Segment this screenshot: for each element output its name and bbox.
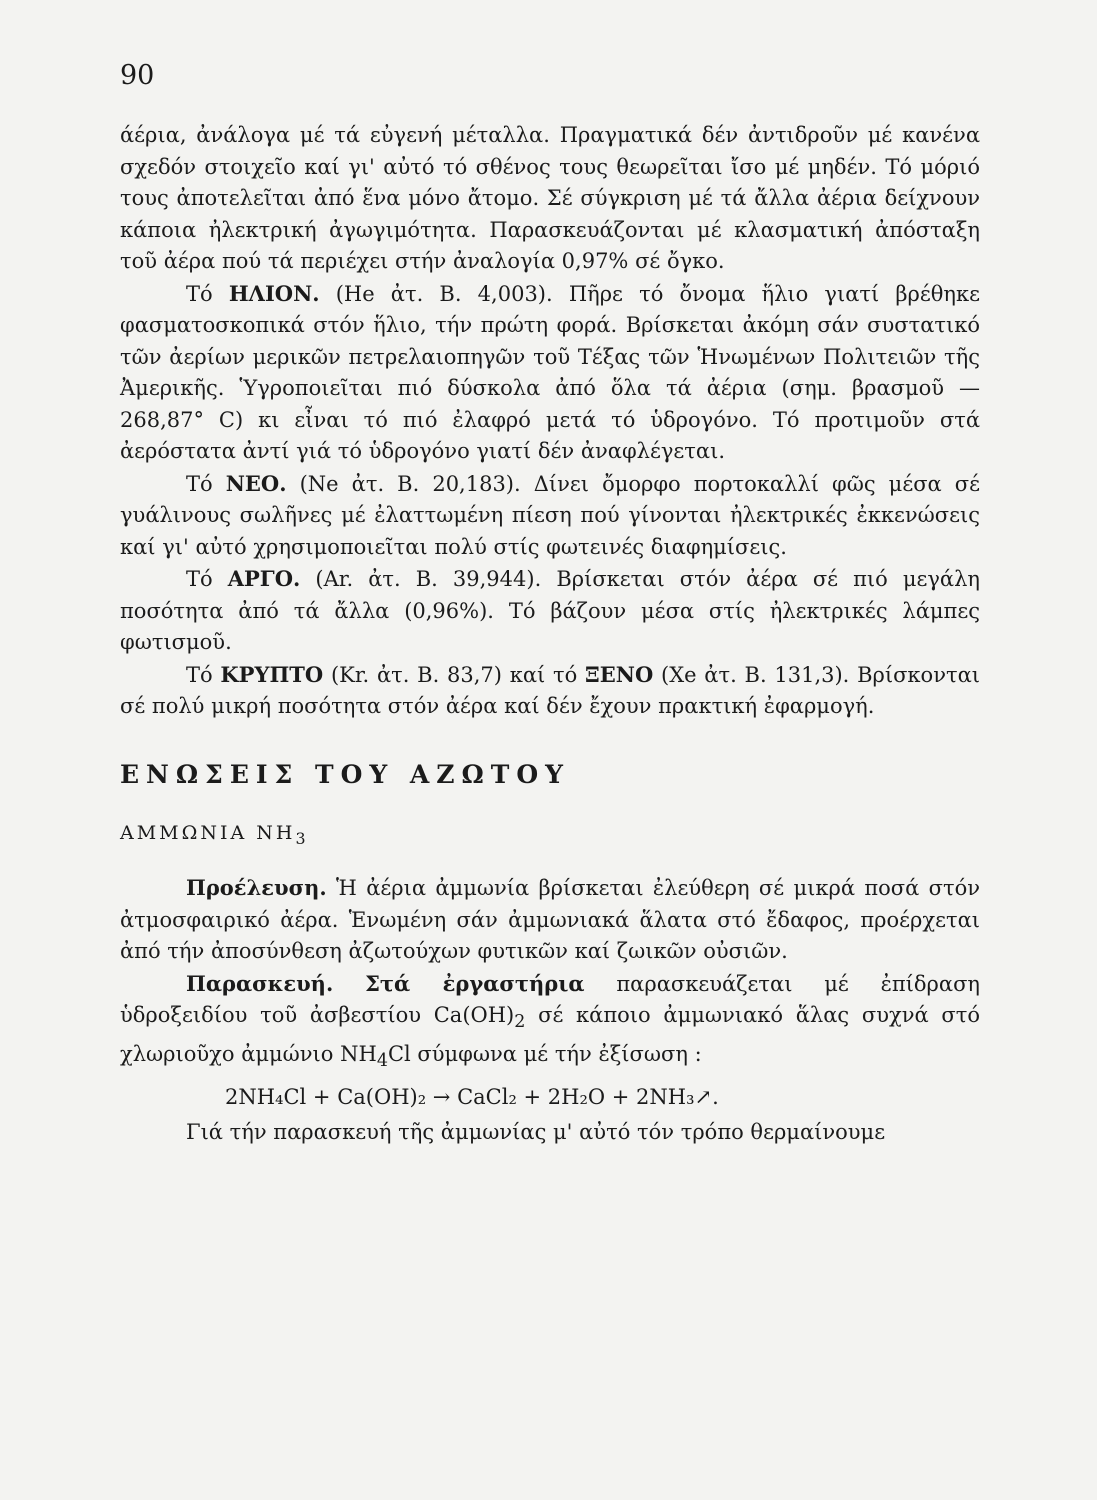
neon-text: (Ne ἀτ. B. 20,183). Δίνει ὄμορφο πορτοκαλλί φῶς μέσα σέ γυάλινους σωλῆνες μέ ἐλαττωμένη πίεση πού γίνονται ἠλεκτρικές ἐκκενώσεις καί γι' αὐτό χρησιμοποιεῖται πολύ στίς φωτεινές διαφημίσεις. <box>120 471 980 559</box>
krypton-middle: (Kr. ἀτ. B. 83,7) καί τό <box>323 662 585 687</box>
argon-paragraph <box>120 563 980 659</box>
neon-name: ΝΕΟ. <box>225 470 287 496</box>
last-line: Γιά τήν παρασκευή τῆς ἀμμωνίας μ' αὐτό τόν τρόπο θερμαίνουμε <box>186 1120 886 1145</box>
argon-name: ΑΡΓΟ. <box>227 566 301 591</box>
subtitle-word: ΑΜΜΩΝΙΑ <box>120 822 248 844</box>
section-subtitle <box>120 818 980 854</box>
xenon-name: ΞΕΝΟ <box>584 661 654 687</box>
preparation-lab-label: Στά ἐργαστήρια <box>365 970 585 996</box>
helium-prefix: Τό <box>186 281 213 306</box>
preparation-text-a: παρασκευάζεται μέ ἐπίδραση ὑδροξειδίου τοῦ ἀσβεστίου Ca(OH) <box>120 971 980 1028</box>
page-number: 90 <box>120 60 155 91</box>
preparation-text-b: σέ κάποιο ἀμμωνιακό ἅλας συχνά στό χλωριοῦχο ἀμμώνιο NH <box>120 1003 980 1066</box>
krypton-name: ΚΡΥΠΤΟ <box>220 661 324 687</box>
krypton-text: (Xe ἀτ. B. 131,3). Βρίσκονται σέ πολύ μικρή ποσότητα στόν ἀέρα καί δέν ἔχουν πρακτική ἐφαρμογή. <box>120 662 980 718</box>
neon-prefix: Τό <box>186 471 213 496</box>
helium-text: (He ἀτ. B. 4,003). Πῆρε τό ὄνομα ἥλιο γιατί βρέθηκε φασματοσκοπικά στόν ἥλιο, τήν πρώτη φορά. Βρίσκεται ἀκόμη σάν συστατικό τῶν ἀερίων μερικῶν πετρελαιοπηγῶν τοῦ Τέξας τῶν Ἡνωμένων Πολιτειῶν τῆς Ἀμερικῆς. Ὑγροποιεῖται πιό δύσκολα ἀπό ὅλα τά ἀέρια (σημ. βρασμοῦ — 268,87° C) κι εἶναι τό πιό ἐλαφρό μετά τό ὑδρογόνο. Τό προτιμοῦν στά ἀερόστατα ἀντί γιά τό ὑδρογόνο γιατί δέν ἀναφλέγεται. <box>120 281 980 463</box>
preparation-sub-a: 2 <box>514 1012 526 1033</box>
argon-text: (Ar. ἀτ. B. 39,944). Βρίσκεται στόν ἀέρα σέ πιό μεγάλη ποσότητα ἀπό τά ἄλλα (0,96%). Τό βάζουν μέσα στίς ἠλεκτρικές λάμπες φωτισμοῦ. <box>120 567 980 654</box>
neon-paragraph <box>120 468 980 564</box>
preparation-sub-b: 4 <box>376 1051 388 1072</box>
preparation-text-c: Cl σύμφωνα μέ τήν ἐξίσωση : <box>387 1041 702 1066</box>
origin-label: Προέλευση. <box>186 875 327 901</box>
preparation-paragraph <box>120 968 980 1078</box>
krypton-xenon-paragraph <box>120 659 980 723</box>
origin-text: Ἡ ἀέρια ἀμμωνία βρίσκεται ἐλεύθερη σέ μικρά ποσά στόν ἀτμοσφαιρικό ἀέρα. Ἑνωμένη σάν ἀμμωνιακά ἅλατα στό ἔδαφος, προέρχεται ἀπό τήν ἀποσύνθεση ἀζωτούχων φυτικῶν καί ζωικῶν οὐσιῶν. <box>120 876 980 964</box>
page-body <box>120 120 980 1149</box>
argon-prefix: Τό <box>186 567 213 591</box>
subtitle-formula-sub: 3 <box>295 828 309 848</box>
intro-paragraph: άέρια, ἀνάλογα μέ τά εὐγενή μέταλλα. Πραγματικά δέν ἀντιδροῦν μέ κανένα σχεδόν στοιχεῖο καί γι' αὐτό τό σθένος τους θεωρεῖται ἴσο μέ μηδέν. Τό μόριό τους ἀποτελεῖται ἀπό ἕνα μόνο ἄτομο. Σέ σύγκριση μέ τά ἄλλα ἀέρια δείχνουν κάποια ἠλεκτρική ἀγωγιμότητα. Παρασκευάζονται μέ κλασματική ἀπόσταξη τοῦ ἀέρα πού τά περιέχει στήν ἀναλογία 0,97% σέ ὄγκο. <box>120 123 980 273</box>
subtitle-formula: NH <box>256 822 296 844</box>
origin-paragraph <box>120 872 980 968</box>
helium-name: ΗΛΙΟΝ. <box>228 280 320 306</box>
krypton-prefix: Τό <box>186 662 213 687</box>
preparation-label: Παρασκευή. <box>186 970 334 996</box>
chemical-equation: 2NH₄Cl + Ca(OH)₂ → CaCl₂ + 2H₂O + 2NH₃↗. <box>225 1084 719 1109</box>
helium-paragraph <box>120 278 980 468</box>
section-title: ΕΝΩΣΕΙΣ ΤΟΥ ΑΖΩΤΟΥ <box>120 759 571 789</box>
